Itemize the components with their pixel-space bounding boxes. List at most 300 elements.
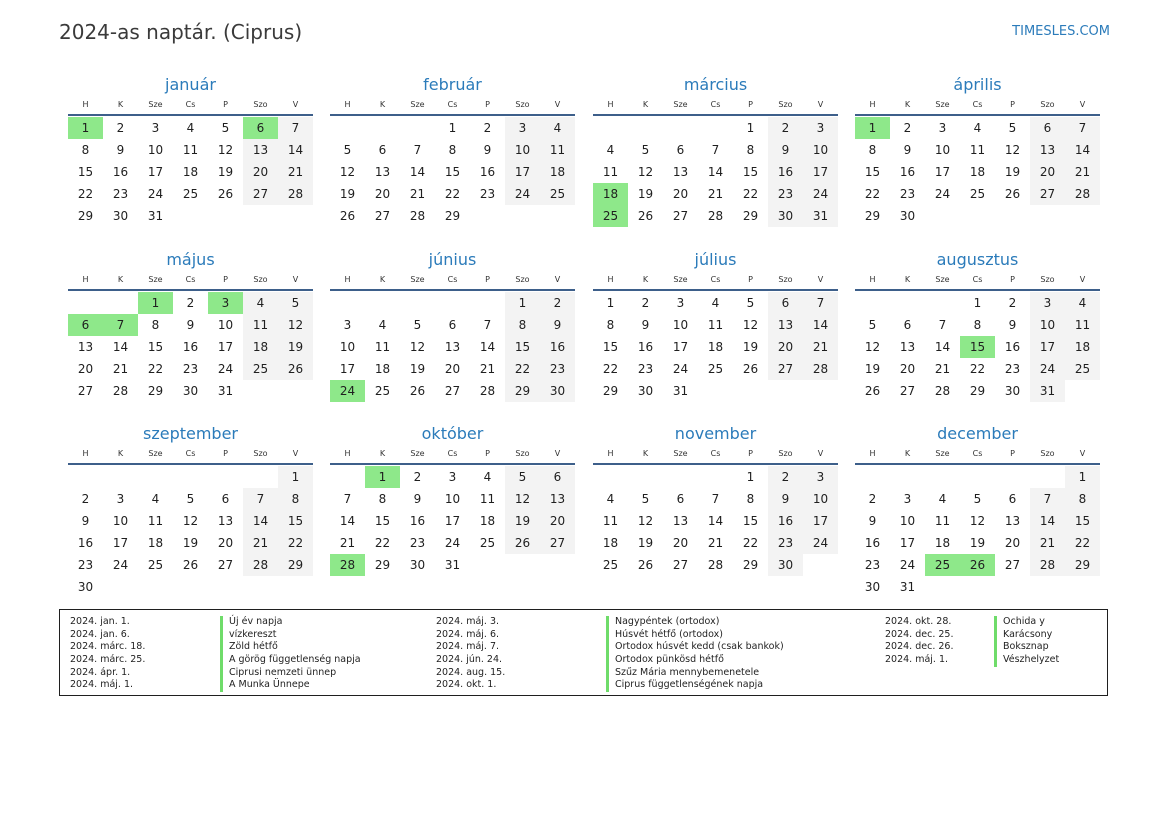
day-cell[interactable]: 2 [413,470,422,484]
day-cell[interactable]: 10 [505,139,540,161]
day-cell[interactable]: 2 [641,296,650,310]
day-cell[interactable]: 13 [374,165,391,179]
day-cell[interactable]: 24 [803,532,838,554]
day-cell[interactable]: 8 [746,143,755,157]
day-cell[interactable]: 27 [899,384,916,398]
day-cell[interactable]: 30 [768,554,803,576]
day-cell[interactable]: 7 [711,143,720,157]
day-cell[interactable]: 9 [81,514,90,528]
day-cell[interactable]: 16 [479,165,496,179]
day-cell[interactable]: 27 [1004,558,1021,572]
day-cell[interactable]: 23 [899,187,916,201]
day-cell[interactable]: 28 [112,384,129,398]
day-cell[interactable]: 14 [803,314,838,336]
day-cell[interactable]: 23 [1004,362,1021,376]
day-cell[interactable]: 6 [540,466,575,488]
day-cell[interactable]: 10 [803,488,838,510]
day-cell[interactable]: 1 [68,117,103,139]
day-cell[interactable]: 1 [365,466,400,488]
day-cell[interactable]: 7 [1065,117,1100,139]
day-cell[interactable]: 8 [378,492,387,506]
day-cell[interactable]: 12 [217,143,234,157]
day-cell[interactable]: 15 [77,165,94,179]
day-cell[interactable]: 4 [1065,292,1100,314]
day-cell[interactable]: 19 [217,165,234,179]
day-cell[interactable]: 20 [899,362,916,376]
day-cell[interactable]: 16 [182,340,199,354]
day-cell[interactable]: 15 [278,510,313,532]
day-cell[interactable]: 16 [77,536,94,550]
day-cell[interactable]: 7 [803,292,838,314]
day-cell[interactable]: 14 [707,514,724,528]
day-cell[interactable]: 18 [593,183,628,205]
day-cell[interactable]: 27 [768,358,803,380]
day-cell[interactable]: 5 [973,492,982,506]
site-link[interactable]: TIMESLES.COM [1012,24,1110,39]
day-cell[interactable]: 13 [217,514,234,528]
day-cell[interactable]: 8 [1065,488,1100,510]
day-cell[interactable]: 6 [1008,492,1017,506]
day-cell[interactable]: 11 [707,318,724,332]
day-cell[interactable]: 26 [278,358,313,380]
day-cell[interactable]: 28 [1030,554,1065,576]
day-cell[interactable]: 1 [746,470,755,484]
day-cell[interactable]: 11 [602,514,619,528]
day-cell[interactable]: 12 [409,340,426,354]
day-cell[interactable]: 5 [343,143,352,157]
day-cell[interactable]: 25 [969,187,986,201]
day-cell[interactable]: 2 [768,466,803,488]
day-cell[interactable]: 11 [540,139,575,161]
day-cell[interactable]: 23 [637,362,654,376]
day-cell[interactable]: 18 [374,362,391,376]
day-cell[interactable]: 26 [1004,187,1021,201]
day-cell[interactable]: 11 [602,165,619,179]
day-cell[interactable]: 26 [409,384,426,398]
day-cell[interactable]: 26 [864,384,881,398]
day-cell[interactable]: 29 [1065,554,1100,576]
day-cell[interactable]: 14 [339,514,356,528]
day-cell[interactable]: 29 [147,384,164,398]
day-cell[interactable]: 17 [217,340,234,354]
day-cell[interactable]: 13 [899,340,916,354]
day-cell[interactable]: 4 [606,143,615,157]
day-cell[interactable]: 31 [1030,380,1065,402]
day-cell[interactable]: 30 [1004,384,1021,398]
day-cell[interactable]: 24 [330,380,365,402]
day-cell[interactable]: 30 [112,209,129,223]
day-cell[interactable]: 6 [676,143,685,157]
day-cell[interactable]: 12 [864,340,881,354]
day-cell[interactable]: 13 [77,340,94,354]
day-cell[interactable]: 18 [1065,336,1100,358]
day-cell[interactable]: 15 [864,165,881,179]
day-cell[interactable]: 6 [378,143,387,157]
day-cell[interactable]: 12 [505,488,540,510]
day-cell[interactable]: 2 [903,121,912,135]
day-cell[interactable]: 27 [1030,183,1065,205]
day-cell[interactable]: 18 [479,514,496,528]
day-cell[interactable]: 3 [903,492,912,506]
day-cell[interactable]: 23 [77,558,94,572]
day-cell[interactable]: 11 [1065,314,1100,336]
day-cell[interactable]: 13 [1030,139,1065,161]
day-cell[interactable]: 6 [1030,117,1065,139]
day-cell[interactable]: 10 [899,514,916,528]
day-cell[interactable]: 31 [147,209,164,223]
day-cell[interactable]: 27 [672,558,689,572]
day-cell[interactable]: 9 [186,318,195,332]
day-cell[interactable]: 19 [182,536,199,550]
day-cell[interactable]: 29 [278,554,313,576]
day-cell[interactable]: 16 [409,514,426,528]
day-cell[interactable]: 27 [217,558,234,572]
day-cell[interactable]: 3 [343,318,352,332]
day-cell[interactable]: 26 [742,362,759,376]
day-cell[interactable]: 25 [925,554,960,576]
day-cell[interactable]: 22 [77,187,94,201]
day-cell[interactable]: 22 [444,187,461,201]
day-cell[interactable]: 25 [540,183,575,205]
day-cell[interactable]: 12 [969,514,986,528]
day-cell[interactable]: 9 [903,143,912,157]
day-cell[interactable]: 29 [444,209,461,223]
day-cell[interactable]: 1 [1065,466,1100,488]
day-cell[interactable]: 20 [374,187,391,201]
day-cell[interactable]: 27 [540,532,575,554]
day-cell[interactable]: 16 [540,336,575,358]
day-cell[interactable]: 2 [186,296,195,310]
day-cell[interactable]: 21 [803,336,838,358]
day-cell[interactable]: 16 [768,161,803,183]
day-cell[interactable]: 11 [182,143,199,157]
day-cell[interactable]: 3 [803,466,838,488]
day-cell[interactable]: 27 [672,209,689,223]
day-cell[interactable]: 20 [243,161,278,183]
day-cell[interactable]: 17 [803,510,838,532]
day-cell[interactable]: 9 [641,318,650,332]
day-cell[interactable]: 13 [444,340,461,354]
day-cell[interactable]: 4 [186,121,195,135]
day-cell[interactable]: 10 [112,514,129,528]
day-cell[interactable]: 20 [444,362,461,376]
day-cell[interactable]: 26 [182,558,199,572]
day-cell[interactable]: 20 [540,510,575,532]
day-cell[interactable]: 4 [606,492,615,506]
day-cell[interactable]: 9 [116,143,125,157]
day-cell[interactable]: 2 [1008,296,1017,310]
day-cell[interactable]: 14 [1065,139,1100,161]
day-cell[interactable]: 24 [803,183,838,205]
day-cell[interactable]: 18 [540,161,575,183]
day-cell[interactable]: 3 [208,292,243,314]
day-cell[interactable]: 1 [855,117,890,139]
day-cell[interactable]: 19 [637,187,654,201]
day-cell[interactable]: 9 [768,488,803,510]
day-cell[interactable]: 24 [899,558,916,572]
day-cell[interactable]: 29 [374,558,391,572]
day-cell[interactable]: 28 [707,558,724,572]
day-cell[interactable]: 28 [934,384,951,398]
day-cell[interactable]: 20 [1030,161,1065,183]
day-cell[interactable]: 30 [540,380,575,402]
day-cell[interactable]: 28 [278,183,313,205]
day-cell[interactable]: 29 [602,384,619,398]
day-cell[interactable]: 13 [672,165,689,179]
day-cell[interactable]: 16 [637,340,654,354]
day-cell[interactable]: 1 [505,292,540,314]
day-cell[interactable]: 14 [934,340,951,354]
day-cell[interactable]: 11 [243,314,278,336]
day-cell[interactable]: 8 [746,492,755,506]
day-cell[interactable]: 28 [707,209,724,223]
day-cell[interactable]: 24 [112,558,129,572]
day-cell[interactable]: 25 [182,187,199,201]
day-cell[interactable]: 18 [147,536,164,550]
day-cell[interactable]: 23 [864,558,881,572]
day-cell[interactable]: 28 [479,384,496,398]
day-cell[interactable]: 10 [934,143,951,157]
day-cell[interactable]: 9 [413,492,422,506]
day-cell[interactable]: 19 [505,510,540,532]
day-cell[interactable]: 15 [1065,510,1100,532]
day-cell[interactable]: 22 [969,362,986,376]
day-cell[interactable]: 13 [672,514,689,528]
day-cell[interactable]: 21 [409,187,426,201]
day-cell[interactable]: 8 [151,318,160,332]
day-cell[interactable]: 17 [339,362,356,376]
day-cell[interactable]: 20 [1004,536,1021,550]
day-cell[interactable]: 20 [77,362,94,376]
day-cell[interactable]: 30 [637,384,654,398]
day-cell[interactable]: 17 [934,165,951,179]
day-cell[interactable]: 24 [1030,358,1065,380]
day-cell[interactable]: 24 [672,362,689,376]
day-cell[interactable]: 9 [1008,318,1017,332]
day-cell[interactable]: 10 [803,139,838,161]
day-cell[interactable]: 8 [868,143,877,157]
day-cell[interactable]: 6 [903,318,912,332]
day-cell[interactable]: 4 [243,292,278,314]
day-cell[interactable]: 23 [112,187,129,201]
day-cell[interactable]: 28 [803,358,838,380]
day-cell[interactable]: 15 [444,165,461,179]
day-cell[interactable]: 2 [81,492,90,506]
day-cell[interactable]: 23 [768,183,803,205]
day-cell[interactable]: 16 [112,165,129,179]
day-cell[interactable]: 11 [934,514,951,528]
day-cell[interactable]: 5 [868,318,877,332]
day-cell[interactable]: 29 [742,209,759,223]
day-cell[interactable]: 15 [374,514,391,528]
day-cell[interactable]: 31 [217,384,234,398]
day-cell[interactable]: 28 [330,554,365,576]
day-cell[interactable]: 16 [864,536,881,550]
day-cell[interactable]: 1 [973,296,982,310]
day-cell[interactable]: 22 [505,358,540,380]
day-cell[interactable]: 25 [707,362,724,376]
day-cell[interactable]: 12 [182,514,199,528]
day-cell[interactable]: 24 [934,187,951,201]
day-cell[interactable]: 29 [505,380,540,402]
day-cell[interactable]: 29 [742,558,759,572]
day-cell[interactable]: 21 [339,536,356,550]
day-cell[interactable]: 17 [672,340,689,354]
day-cell[interactable]: 4 [540,117,575,139]
day-cell[interactable]: 25 [374,384,391,398]
day-cell[interactable]: 24 [444,536,461,550]
day-cell[interactable]: 6 [448,318,457,332]
day-cell[interactable]: 25 [147,558,164,572]
day-cell[interactable]: 8 [606,318,615,332]
day-cell[interactable]: 22 [864,187,881,201]
day-cell[interactable]: 2 [483,121,492,135]
day-cell[interactable]: 3 [448,470,457,484]
day-cell[interactable]: 4 [151,492,160,506]
day-cell[interactable]: 18 [707,340,724,354]
day-cell[interactable]: 20 [768,336,803,358]
day-cell[interactable]: 13 [1004,514,1021,528]
day-cell[interactable]: 22 [1065,532,1100,554]
day-cell[interactable]: 6 [676,492,685,506]
day-cell[interactable]: 21 [112,362,129,376]
day-cell[interactable]: 3 [151,121,160,135]
day-cell[interactable]: 22 [278,532,313,554]
day-cell[interactable]: 30 [768,205,803,227]
day-cell[interactable]: 5 [746,296,755,310]
day-cell[interactable]: 1 [278,466,313,488]
day-cell[interactable]: 21 [934,362,951,376]
day-cell[interactable]: 28 [409,209,426,223]
day-cell[interactable]: 7 [413,143,422,157]
day-cell[interactable]: 26 [960,554,995,576]
day-cell[interactable]: 21 [707,536,724,550]
day-cell[interactable]: 19 [864,362,881,376]
day-cell[interactable]: 12 [637,514,654,528]
day-cell[interactable]: 2 [540,292,575,314]
day-cell[interactable]: 9 [483,143,492,157]
day-cell[interactable]: 9 [868,514,877,528]
day-cell[interactable]: 14 [112,340,129,354]
day-cell[interactable]: 19 [339,187,356,201]
day-cell[interactable]: 7 [483,318,492,332]
day-cell[interactable]: 2 [116,121,125,135]
day-cell[interactable]: 8 [278,488,313,510]
day-cell[interactable]: 12 [742,318,759,332]
day-cell[interactable]: 4 [973,121,982,135]
day-cell[interactable]: 8 [505,314,540,336]
day-cell[interactable]: 25 [479,536,496,550]
day-cell[interactable]: 29 [969,384,986,398]
day-cell[interactable]: 12 [637,165,654,179]
day-cell[interactable]: 5 [505,466,540,488]
day-cell[interactable]: 6 [243,117,278,139]
day-cell[interactable]: 7 [1030,488,1065,510]
day-cell[interactable]: 23 [479,187,496,201]
day-cell[interactable]: 22 [742,187,759,201]
day-cell[interactable]: 5 [221,121,230,135]
day-cell[interactable]: 3 [1030,292,1065,314]
day-cell[interactable]: 17 [505,161,540,183]
day-cell[interactable]: 11 [969,143,986,157]
day-cell[interactable]: 19 [637,536,654,550]
day-cell[interactable]: 19 [278,336,313,358]
day-cell[interactable]: 7 [103,314,138,336]
day-cell[interactable]: 15 [147,340,164,354]
day-cell[interactable]: 31 [444,558,461,572]
day-cell[interactable]: 26 [339,209,356,223]
day-cell[interactable]: 15 [602,340,619,354]
day-cell[interactable]: 13 [540,488,575,510]
day-cell[interactable]: 22 [374,536,391,550]
day-cell[interactable]: 20 [672,187,689,201]
day-cell[interactable]: 21 [479,362,496,376]
day-cell[interactable]: 30 [409,558,426,572]
day-cell[interactable]: 18 [182,165,199,179]
day-cell[interactable]: 21 [278,161,313,183]
day-cell[interactable]: 23 [182,362,199,376]
day-cell[interactable]: 12 [278,314,313,336]
day-cell[interactable]: 26 [637,558,654,572]
day-cell[interactable]: 15 [960,336,995,358]
day-cell[interactable]: 8 [81,143,90,157]
day-cell[interactable]: 4 [711,296,720,310]
day-cell[interactable]: 4 [938,492,947,506]
day-cell[interactable]: 13 [243,139,278,161]
day-cell[interactable]: 11 [374,340,391,354]
day-cell[interactable]: 3 [116,492,125,506]
day-cell[interactable]: 7 [711,492,720,506]
day-cell[interactable]: 28 [1065,183,1100,205]
day-cell[interactable]: 9 [540,314,575,336]
day-cell[interactable]: 17 [803,161,838,183]
day-cell[interactable]: 18 [602,536,619,550]
day-cell[interactable]: 2 [868,492,877,506]
day-cell[interactable]: 12 [339,165,356,179]
day-cell[interactable]: 10 [217,318,234,332]
day-cell[interactable]: 13 [768,314,803,336]
day-cell[interactable]: 7 [343,492,352,506]
day-cell[interactable]: 17 [899,536,916,550]
day-cell[interactable]: 8 [973,318,982,332]
day-cell[interactable]: 15 [742,514,759,528]
day-cell[interactable]: 20 [217,536,234,550]
day-cell[interactable]: 21 [1065,161,1100,183]
day-cell[interactable]: 27 [243,183,278,205]
day-cell[interactable]: 25 [243,358,278,380]
day-cell[interactable]: 14 [243,510,278,532]
day-cell[interactable]: 31 [672,384,689,398]
day-cell[interactable]: 18 [934,536,951,550]
day-cell[interactable]: 10 [672,318,689,332]
day-cell[interactable]: 30 [182,384,199,398]
day-cell[interactable]: 4 [378,318,387,332]
day-cell[interactable]: 16 [1004,340,1021,354]
day-cell[interactable]: 19 [1004,165,1021,179]
day-cell[interactable]: 21 [1030,532,1065,554]
day-cell[interactable]: 23 [409,536,426,550]
day-cell[interactable]: 17 [1030,336,1065,358]
day-cell[interactable]: 19 [409,362,426,376]
day-cell[interactable]: 25 [602,558,619,572]
day-cell[interactable]: 23 [540,358,575,380]
day-cell[interactable]: 10 [444,492,461,506]
day-cell[interactable]: 11 [147,514,164,528]
day-cell[interactable]: 28 [243,554,278,576]
day-cell[interactable]: 14 [278,139,313,161]
day-cell[interactable]: 15 [742,165,759,179]
day-cell[interactable]: 1 [448,121,457,135]
